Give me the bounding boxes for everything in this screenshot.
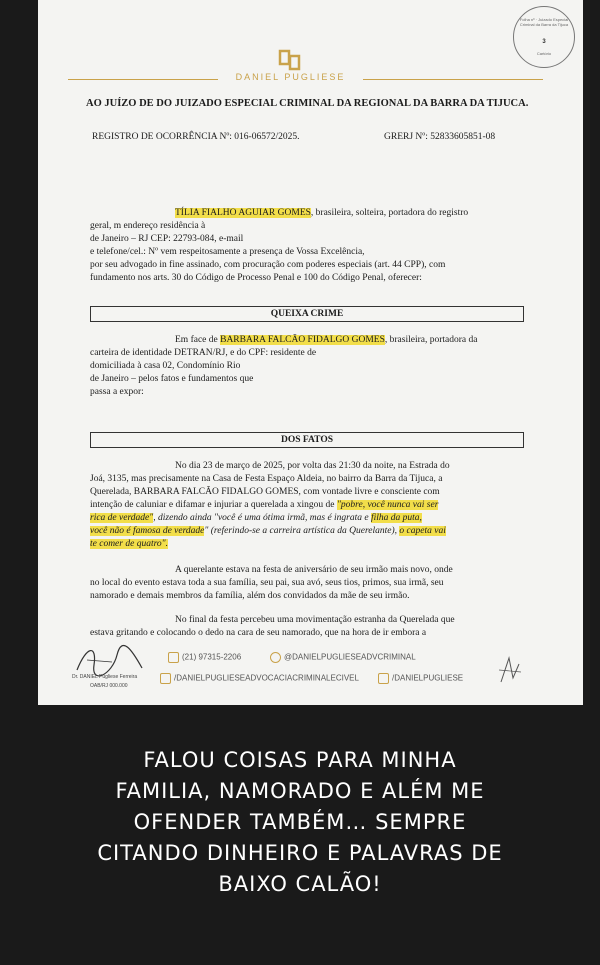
- fatos-line-3: Querelada, BARBARA FALCÃO FIDALGO GOMES, com vontade livre e consciente com: [90, 487, 440, 497]
- dos-fatos-heading: DOS FATOS: [90, 432, 524, 448]
- signature-name: Dr. DANIEL Pugliese Ferreira: [72, 674, 138, 680]
- brand-divider-left: [68, 79, 218, 80]
- fatos-line-4-lead: intenção de caluniar e difamar e injuriar a querelada a xingou de: [90, 500, 337, 510]
- insult-quote-2: rica de verdade": [90, 513, 154, 523]
- queixa-crime-heading: QUEIXA CRIME: [90, 306, 524, 322]
- insult-quote-5: o capeta vai: [399, 526, 446, 536]
- queixa-line-1: [175, 334, 477, 347]
- seal-bottom: Cartório: [536, 51, 552, 56]
- caption-line-1: FALOU COISAS PARA MINHA: [143, 748, 457, 772]
- intro-line-5: por seu advogado in fine assinado, com procuração com poderes especiais (art. 44 CPP), com: [90, 260, 446, 270]
- intro-line-2: geral, m endereço residência à: [90, 221, 206, 231]
- fatos-line-5: [90, 512, 422, 525]
- instagram-icon: [270, 652, 281, 663]
- fatos-p2-line-1: A querelante estava na festa de aniversário de seu irmão mais novo, onde: [175, 565, 453, 575]
- queixa-line-5: passa a expor:: [90, 387, 144, 397]
- brand-divider-right: [363, 79, 543, 80]
- intro-line-1-rest: , brasileira, solteira, portadora do registro: [310, 208, 469, 218]
- caption-line-4: CITANDO DINHEIRO E PALAVRAS DE: [97, 841, 503, 865]
- queixa-line-3: domiciliada à casa 02, Condomínio Rio: [90, 361, 241, 371]
- fatos-p3-line-2: estava gritando e colocando o dedo na cara de seu namorado, que na hora de ir embora a: [90, 628, 427, 638]
- caption-line-5: BAIXO CALÃO!: [218, 872, 382, 896]
- fatos-line-2: Joá, 3135, mas precisamente na Casa de Festa Espaço Aldeia, no bairro da Barra da Tijuca, a: [90, 474, 443, 484]
- footer-linkedin: [378, 673, 463, 684]
- fatos-line-5-mid: , dizendo ainda "você é uma ótima irmã, mas é ingrata e: [153, 513, 371, 523]
- queixa-line-1-rest: , brasileira, portadora da: [384, 335, 478, 345]
- court-heading: AO JUÍZO DE DO JUIZADO ESPECIAL CRIMINAL DA REGIONAL DA BARRA DA TIJUCA.: [86, 98, 529, 109]
- insult-quote-6: te comer de quatro".: [90, 539, 169, 549]
- initials-scribble-icon: [495, 652, 525, 688]
- seal-number: 3: [542, 39, 546, 45]
- grerj-number: GRERJ Nº: 52833605851-08: [384, 132, 496, 142]
- story-caption: [0, 745, 600, 900]
- document-photo: [38, 0, 583, 705]
- court-seal: [513, 6, 575, 68]
- queixa-line-4: de Janeiro – pelos fatos e fundamentos que: [90, 374, 254, 384]
- queixa-line-2: carteira de identidade DETRAN/RJ, e do CPF: residente de: [90, 348, 317, 358]
- brand-name: DANIEL PUGLIESE: [235, 72, 346, 82]
- insult-quote-1: "pobre, você nunca vai ser: [336, 500, 439, 510]
- caption-line-2: FAMILIA, NAMORADO E ALÉM ME: [115, 779, 485, 803]
- fatos-line-1: No dia 23 de março de 2025, por volta das 21:30 da noite, na Estrada do: [175, 461, 450, 471]
- queixa-line-1-lead: Em face de: [175, 335, 221, 345]
- fatos-line-7: [90, 538, 168, 551]
- defendant-name: BARBARA FALCÃO FIDALGO GOMES: [220, 335, 385, 345]
- footer-linkedin-text: /DANIELPUGLIESE: [392, 673, 464, 683]
- fatos-line-4: [90, 499, 438, 512]
- fatos-line-6: [90, 525, 446, 538]
- intro-line-3: de Janeiro – RJ CEP: 22793-084, e-mail: [90, 234, 244, 244]
- registro-ocorrencia: REGISTRO DE OCORRÊNCIA Nº: 016-06572/2025.: [92, 132, 300, 142]
- insult-quote-3: filha da puta,: [370, 513, 422, 523]
- phone-icon: [168, 652, 179, 663]
- fatos-p3-line-1: No final da festa percebeu uma movimentação estranha da Querelada que: [175, 615, 455, 625]
- signature-oab: OAB/RJ 000.000: [90, 683, 128, 689]
- fatos-line-6-mid: " (referindo-se a carreira artística da Querelante),: [204, 526, 400, 536]
- plaintiff-name: TÍLIA FIALHO AGUIAR GOMES: [175, 208, 311, 218]
- intro-line-6: fundamento nos arts. 30 do Código de Processo Penal e 100 do Código Penal, oferecer:: [90, 273, 422, 283]
- facebook-icon: [160, 673, 171, 684]
- dp-logo-icon: [278, 48, 302, 72]
- insult-quote-4: você não é famosa de verdade: [90, 526, 205, 536]
- caption-line-3: OFENDER TAMBÉM… SEMPRE: [133, 810, 467, 834]
- footer-phone: [168, 652, 241, 663]
- footer-facebook-text: /DANIELPUGLIESEADVOCACIACRIMINALECIVEL: [174, 673, 359, 683]
- footer-facebook: [160, 673, 359, 684]
- linkedin-icon: [378, 673, 389, 684]
- footer-phone-text: (21) 97315-2206: [182, 652, 242, 662]
- footer-instagram: [270, 652, 416, 663]
- intro-line-1: [175, 207, 468, 220]
- footer-instagram-text: @DANIELPUGLIESEADVCRIMINAL: [284, 652, 416, 662]
- fatos-p2-line-3: namorado e demais membros da família, além dos convidados da mãe de seu irmão.: [90, 591, 410, 601]
- seal-text: Folha nº · Juizado Especial Criminal da Barra da Tijuca: [519, 17, 569, 27]
- fatos-p2-line-2: no local do evento estava toda a sua família, seu pai, sua avó, seus tios, primos, sua irmã, seu: [90, 578, 444, 588]
- intro-line-4: e telefone/cel.: Nº vem respeitosamente a presença de Vossa Excelência,: [90, 247, 365, 257]
